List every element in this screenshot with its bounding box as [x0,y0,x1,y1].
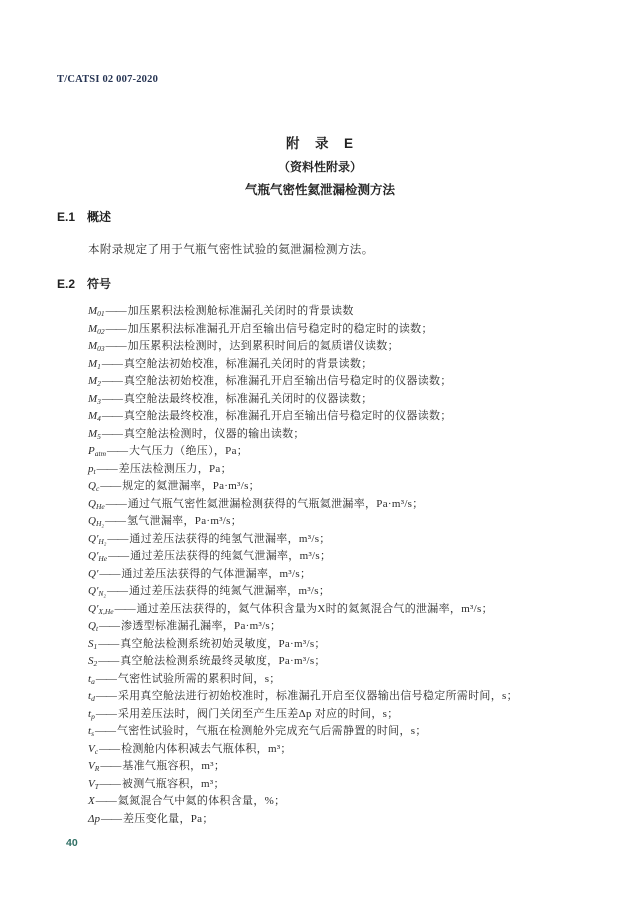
symbol-description: 加压累积法检测时，达到累积时间后的氦质谱仪读数； [127,340,399,352]
definition-dash: —— [105,322,126,335]
symbol: $S_1$ [88,637,98,651]
definition-dash: —— [114,602,135,615]
symbol: $Q'_{N_2}$ [88,585,106,598]
symbol: $t_p$ [88,707,95,721]
appendix-subject: 气瓶气密性氦泄漏检测方法 [244,183,395,197]
symbol-definition-row [88,566,593,584]
symbol: $Q_t$ [88,620,99,633]
appendix-title-block [0,132,640,198]
symbol-definition-row [88,513,593,531]
symbol: $M_1$ [88,357,101,371]
symbol-description: 加压累积法检测舱标准漏孔关闭时的背景读数 [127,305,354,317]
definition-dash: —— [98,655,119,667]
symbol-definition-row [88,478,593,496]
symbol-description: 真空舱法检测系统最终灵敏度，Pa·m³/s； [120,655,326,667]
definition-dash: —— [95,795,116,807]
symbol-definition-row [88,706,593,724]
symbol: $V_R$ [88,760,100,773]
symbol: $V_T$ [88,777,99,791]
symbol-definition-row [88,373,593,391]
symbol-description: 加压累积法标准漏孔开启至输出信号稳定时的稳定时的读数； [127,322,433,335]
symbol-definition-row [88,321,593,339]
symbol-definition-row [88,408,593,426]
symbol-definition-row [88,671,593,689]
symbol-description: 真空舱法最终校准，标准漏孔关闭时的仪器读数； [123,392,373,405]
definition-dash: —— [101,357,122,370]
symbol: $p_t$ [88,462,96,476]
symbol-description: 真空舱法初始校准，标准漏孔关闭时的背景读数； [123,357,373,370]
definition-dash: —— [107,532,128,545]
symbol: $M_2$ [88,375,101,388]
definition-dash: —— [101,392,122,405]
symbol-definition-row [88,426,593,444]
symbol: $Q'_{He}$ [88,550,108,563]
definition-dash: —— [105,340,126,352]
symbol-description: 真空舱法检测系统初始灵敏度，Pa·m³/s； [120,637,326,650]
definition-dash: —— [104,515,125,527]
definition-dash: —— [100,760,121,772]
definition-dash: —— [101,410,122,422]
symbol-definition-row [88,758,593,776]
appendix-title: 附 录 E [285,136,354,151]
symbol: $M_3$ [88,392,101,406]
definition-dash: —— [96,462,117,475]
symbol: $M_{02}$ [88,322,105,336]
symbol-definition-row [88,636,593,654]
symbol: $P_{atm}$ [88,445,106,458]
symbol-description: 采用真空舱法进行初始校准时，标准漏孔开启至仪器输出信号稳定所需时间，s； [117,690,518,702]
symbol: $V_c$ [88,742,99,756]
definition-dash: —— [99,742,120,755]
symbol-description: 通过差压法获得的纯氢气泄漏率，m³/s； [129,532,331,545]
definition-dash: —— [95,672,116,685]
symbol-definition-row [88,496,593,514]
symbol-definition-row [88,461,593,479]
section-heading-e2: E.2 符号 [57,277,112,291]
definition-dash: —— [95,690,116,702]
symbol-definition-row [88,548,593,566]
symbol-definition-row [88,338,593,356]
symbol: $Q_c$ [88,480,100,493]
symbol-definition-row [88,356,593,374]
symbol-definition-row [88,443,593,461]
symbol-description: 基准气瓶容积，m³； [122,760,226,772]
symbol-description: 大气压力（绝压），Pa； [128,445,249,457]
symbol-description: 检测舱内体积减去气瓶体积，m³； [121,742,292,755]
symbol-description: 被测气瓶容积，m³； [121,777,225,790]
symbol-definition-row [88,303,593,321]
definition-dash: —— [106,445,127,457]
symbol-description: 气密性试验所需的累积时间，s； [117,672,281,685]
symbol: $S_2$ [88,655,98,668]
symbol-definition-row [88,618,593,636]
symbol-description: 气密性试验时，气瓶在检测舱外完成充气后需静置的时间，s； [116,725,427,737]
symbol-description: 氢气泄漏率，Pa·m³/s； [126,515,243,527]
definition-dash: —— [108,550,129,562]
definition-dash: —— [99,777,120,790]
standard-number: T/CATSI 02 007-2020 [57,74,159,85]
symbol-definition-row [88,583,593,601]
symbol-definition-row [88,741,593,759]
symbol-description: 通过差压法获得的纯氮气泄漏率，m³/s； [128,585,331,597]
definition-dash: —— [101,375,122,387]
definition-dash: —— [101,427,122,440]
symbol-description: 真空舱法检测时，仪器的输出读数； [123,427,305,440]
definition-dash: —— [99,620,120,632]
symbol-description: 差压变化量，Pa； [122,812,214,825]
symbol: $M_{01}$ [88,305,105,318]
symbol-description: 采用差压法时，阀门关闭至产生压差Δp 对应的时间，s； [117,707,399,720]
symbol-description: 氦氮混合气中氦的体积含量，%； [117,795,286,807]
symbol: $t_d$ [88,690,95,703]
symbol-description: 渗透型标准漏孔漏率，Pa·m³/s； [121,620,282,632]
symbol-definition-row [88,653,593,671]
symbol-definition-row [88,793,593,811]
symbol-description: 通过差压法获得的，氦气体积含量为X时的氦氮混合气的泄漏率，m³/s； [136,602,493,615]
symbol-definition-row [88,776,593,794]
symbol-definition-row [88,531,593,549]
symbol-description: 通过差压法获得的纯氦气泄漏率，m³/s； [130,550,332,562]
symbol-description: 规定的氦泄漏率，Pa·m³/s； [122,480,260,492]
symbol: $Q_{He}$ [88,497,105,511]
symbol: $M_4$ [88,410,101,423]
symbol-definition-row [88,811,593,829]
definition-dash: —— [94,725,115,737]
symbol-definition-row [88,391,593,409]
definition-dash: —— [105,497,126,510]
definition-dash: —— [106,585,127,597]
overview-paragraph: 本附录规定了用于气瓶气密性试验的氦泄漏检测方法。 [88,244,374,256]
symbol-description: 通过差压法获得的气体泄漏率，m³/s； [121,567,312,580]
symbol: $t_a$ [88,672,95,686]
symbol: X [88,795,95,807]
symbol: $M_{03}$ [88,340,105,353]
symbol-description: 差压法检测压力，Pa； [118,462,232,475]
page-number: 40 [66,837,78,849]
symbol: $Q'_{H_2}$ [88,532,107,546]
appendix-type: （资料性附录） [277,160,362,174]
symbol: $Q'_{X,He}$ [88,602,114,616]
symbol-definition-row [88,688,593,706]
symbol-description: 真空舱法最终校准，标准漏孔开启至输出信号稳定时的仪器读数； [123,410,452,422]
section-heading-e1: E.1 概述 [57,210,112,224]
definition-dash: —— [98,637,119,650]
symbol-definition-list [88,303,593,828]
symbol-definition-row [88,601,593,619]
symbol: Δp [88,812,100,825]
definition-dash: —— [100,812,121,825]
definition-dash: —— [95,707,116,720]
symbol-description: 通过气瓶气密性氦泄漏检测获得的气瓶氦泄漏率，Pa·m³/s； [127,497,424,510]
definition-dash: —— [100,480,121,492]
definition-dash: —— [99,567,120,580]
definition-dash: —— [105,305,126,317]
symbol: $M_5$ [88,427,101,441]
symbol: $Q_{H_2}$ [88,515,104,528]
symbol: Q′ [88,567,99,580]
symbol-definition-row [88,723,593,741]
symbol: $t_s$ [88,725,94,738]
symbol-description: 真空舱法初始校准，标准漏孔开启至输出信号稳定时的仪器读数； [123,375,452,387]
